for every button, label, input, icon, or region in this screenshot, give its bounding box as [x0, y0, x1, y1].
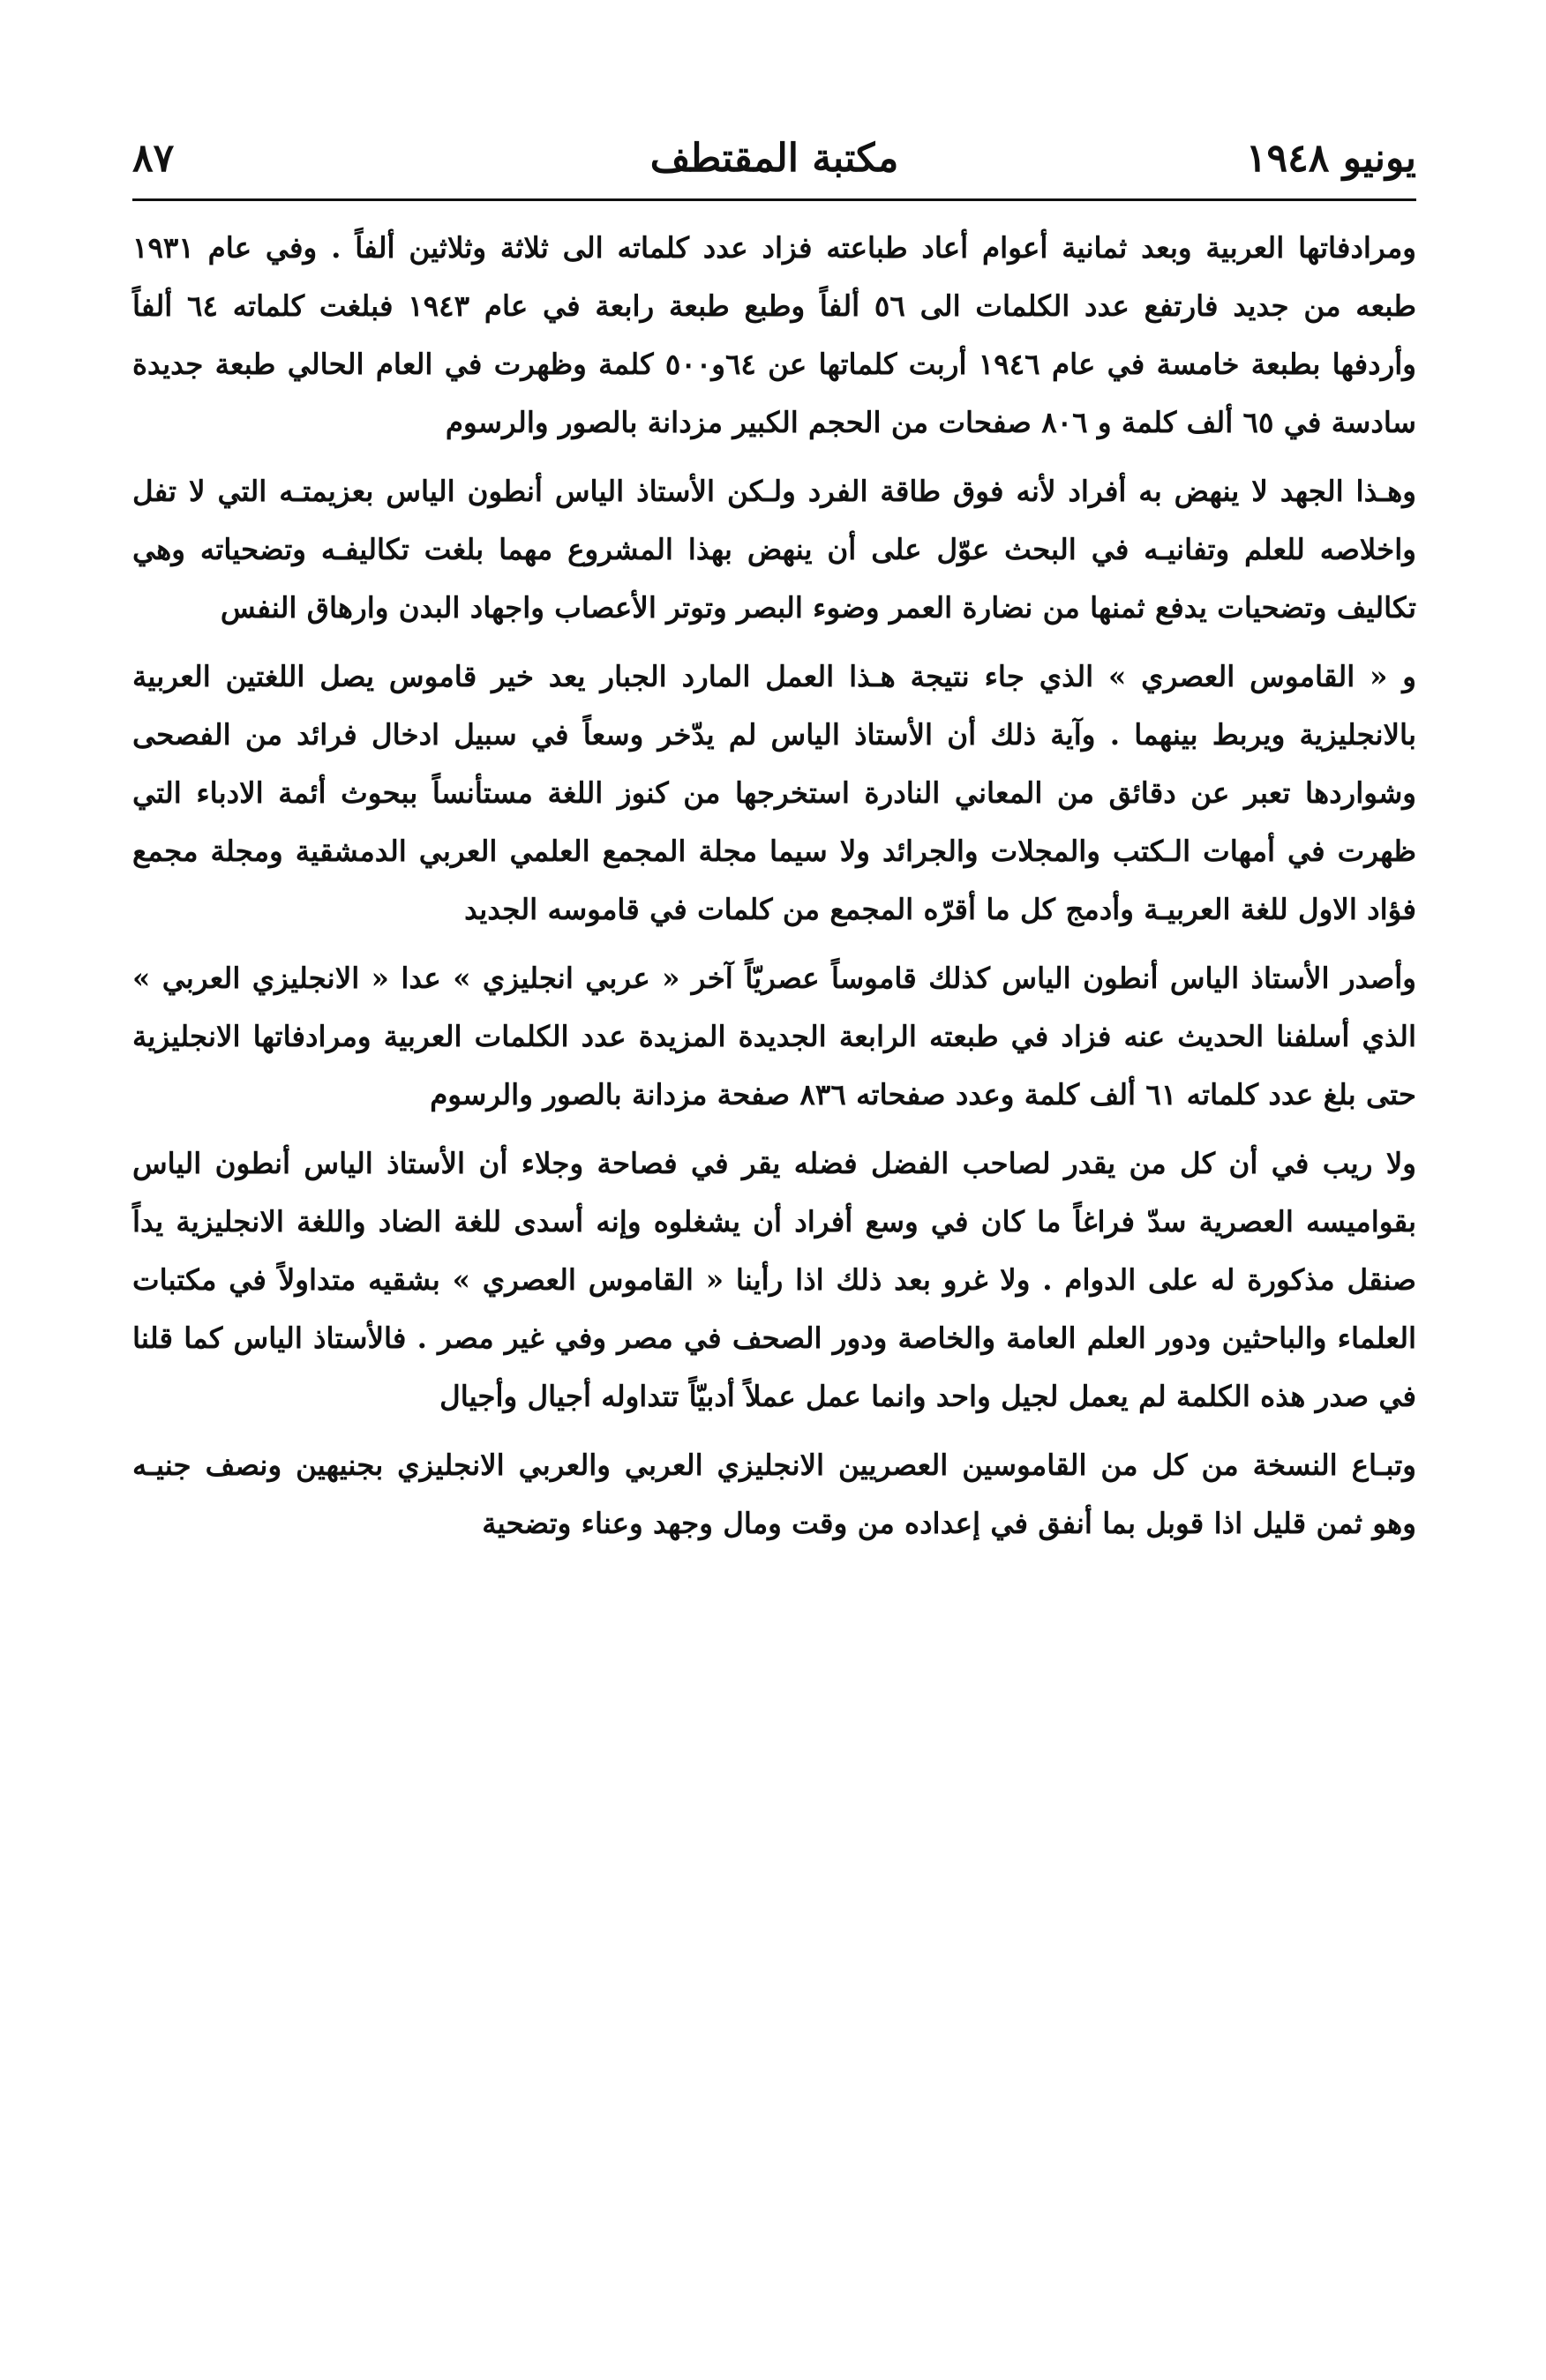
- header-title: مكتبة المقتطف: [649, 136, 899, 181]
- header-date: يونيو ١٩٤٨: [1245, 136, 1416, 181]
- paragraph: وتبـاع النسخة من كل من القاموسين العصريين الانجليزي العربي والعربي الانجليزي بجنيهين ونصف جنيـه وهو ثمن قليل اذا قوبل بما أنفق في إعداده من وقت ومال وجهد وعناء وتضحية: [132, 1448, 1416, 1540]
- paragraph: وأصدر الأستاذ الياس أنطون الياس كذلك قاموساً عصريّاً آخر « عربي انجليزي » عدا « الانجليزي العربي » الذي أسلفنا الحديث عنه فزاد في طبعته الرابعة الجديدة المزيدة عدد الكلمات العربية ومرادفاتها الانجليزية حتى بلغ عدد كلماته ٦١ ألف كلمة وعدد صفحاته ٨٣٦ صفحة مزدانة بالصور والرسوم: [132, 961, 1416, 1111]
- paragraph: وهـذا الجهد لا ينهض به أفراد لأنه فوق طاقة الفرد ولـكن الأستاذ الياس أنطون الياس بعزيمتـه التي لا تفل واخلاصه للعلم وتفانيـه في البحث عوّل على أن ينهض بهذا المشروع مهما بلغت تكاليفـه وتضحياته وهي تكاليف وتضحيات يدفع ثمنها من نضارة العمر وضوء البصر وتوتر الأعصاب واجهاد البدن وارهاق النفس: [132, 474, 1416, 625]
- paragraph: ولا ريب في أن كل من يقدر لصاحب الفضل فضله يقر في فصاحة وجلاء أن الأستاذ الياس أنطون الياس بقواميسه العصرية سدّ فراغاً ما كان في وسع أفراد أن يشغلوه وإنه أسدى للغة الضاد واللغة الانجليزية يداً صنقل مذكورة له على الدوام . ولا غرو بعد ذلك اذا رأينا « القاموس العصري » بشقيه متداولاً في مكتبات العلماء والباحثين ودور العلم العامة والخاصة ودور الصحف في مصر وفي غير مصر . فالأستاذ الياس كما قلنا في صدر هذه الكلمة لم يعمل لجيل واحد وانما عمل عملاً أدبيّاً تتداوله أجيال وأجيال: [132, 1146, 1416, 1413]
- article-body: [132, 219, 1416, 1563]
- page-header: [132, 132, 1416, 185]
- paragraph: ومرادفاتها العربية وبعد ثمانية أعوام أعاد طباعته فزاد عدد كلماته الى ثلاثة وثلاثين ألفاً . وفي عام ١٩٣١ طبعه من جديد فارتفع عدد الكلمات الى ٥٦ ألفاً وطبع طبعة رابعة في عام ١٩٤٣ فبلغت كلماته ٦٤ ألفاً وأردفها بطبعة خامسة في عام ١٩٤٦ أربت كلماتها عن ٦٤و٥٠٠ كلمة وظهرت في العام الحالي طبعة جديدة سادسة في ٦٥ ألف كلمة و ٨٠٦ صفحات من الحجم الكبير مزدانة بالصور والرسوم: [132, 230, 1417, 439]
- header-divider: [132, 198, 1416, 201]
- page-number: ٨٧: [132, 136, 175, 181]
- paragraph: و « القاموس العصري » الذي جاء نتيجة هـذا العمل المارد الجبار يعد خير قاموس يصل اللغتين العربية بالانجليزية ويربط بينهما . وآية ذلك أن الأستاذ الياس لم يدّخر وسعاً في سبيل ادخال فرائد من الفصحى وشواردها تعبر عن دقائق من المعاني النادرة استخرجها من كنوز اللغة مستأنساً ببحوث أئمة الادباء التي ظهرت في أمهات الـكتب والمجلات والجرائد ولا سيما مجلة المجمع العلمي العربي الدمشقية ومجلة مجمع فؤاد الاول للغة العربيـة وأدمج كل ما أقرّه المجمع من كلمات في قاموسه الجديد: [132, 659, 1416, 926]
